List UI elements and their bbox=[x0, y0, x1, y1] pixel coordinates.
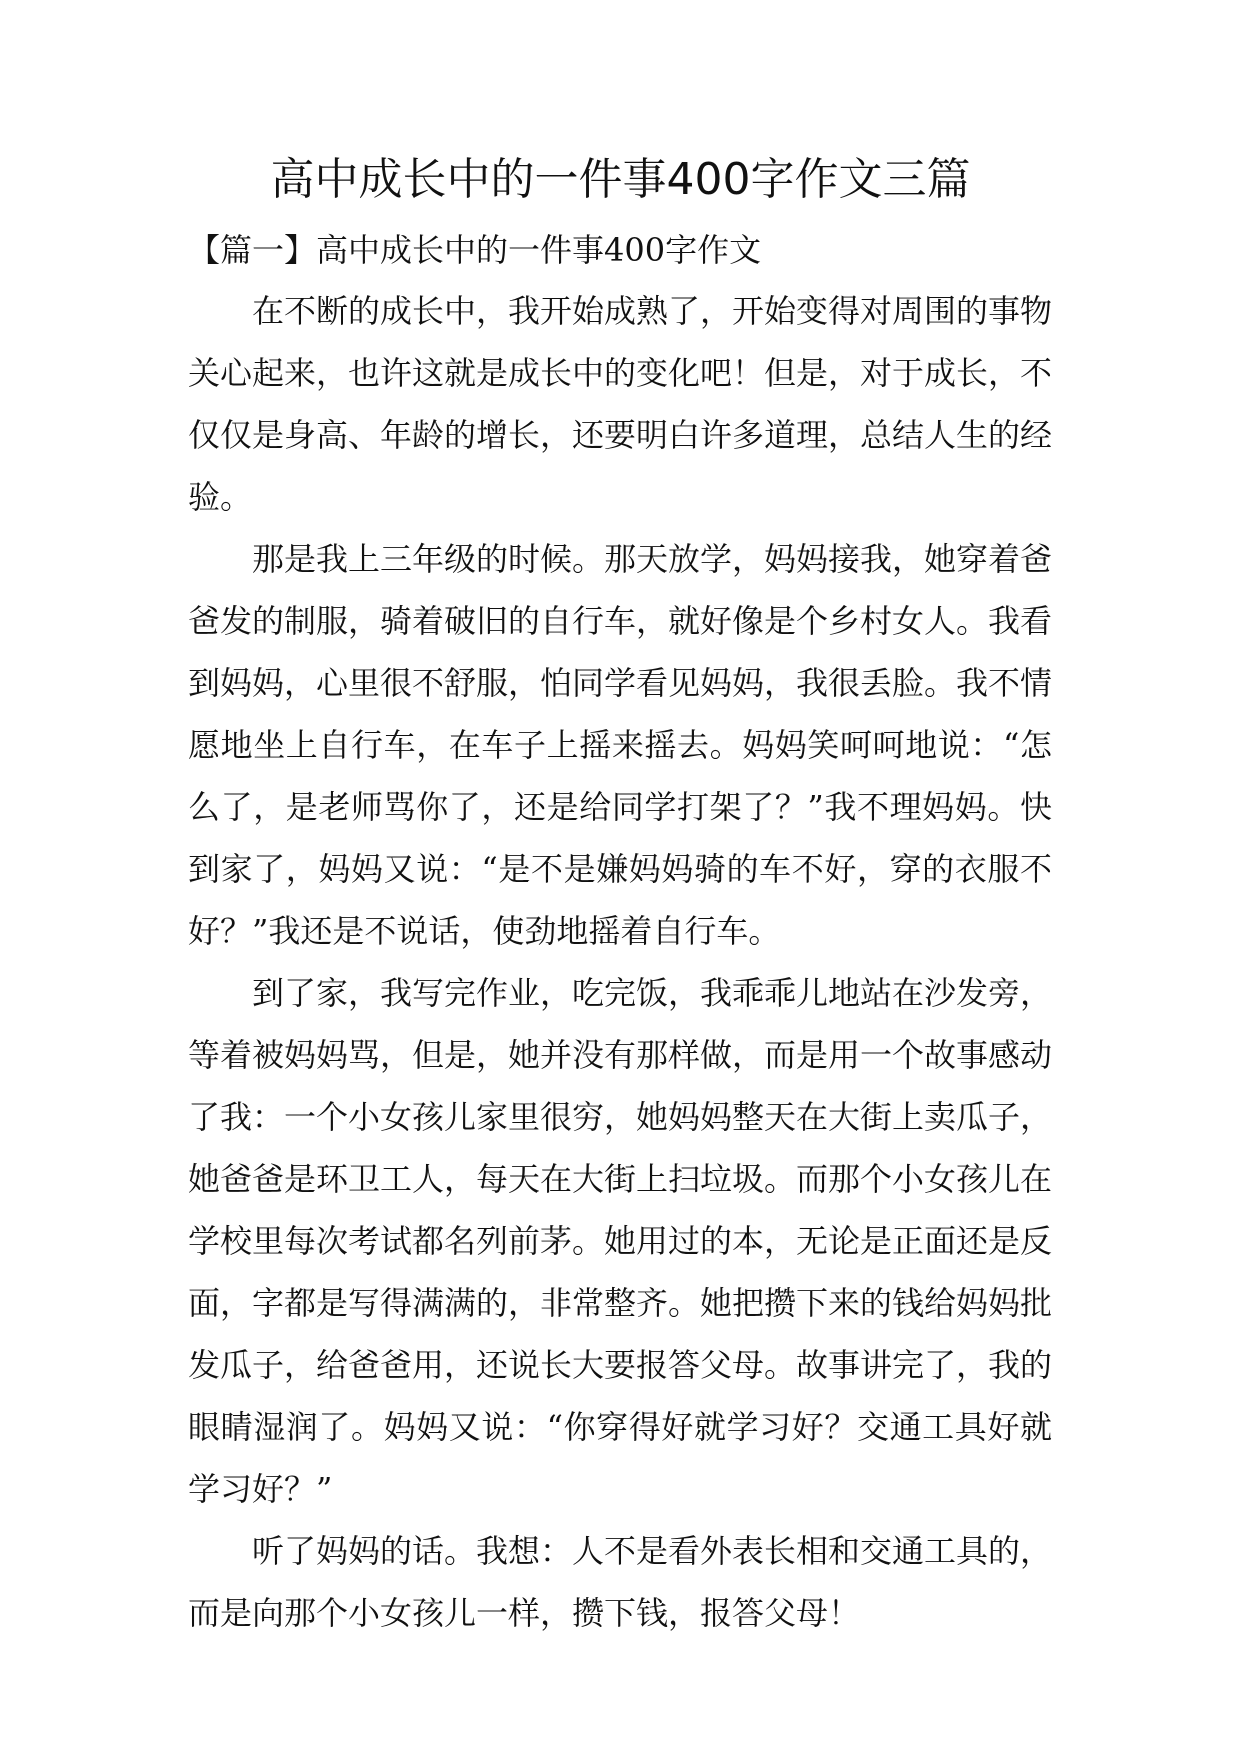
article-body bbox=[188, 280, 1052, 1644]
document-title: 高中成长中的一件事400字作文三篇 bbox=[270, 154, 971, 205]
paragraph: 那是我上三年级的时候。那天放学，妈妈接我，她穿着爸爸发的制服，骑着破旧的自行车，就好像是个乡村女人。我看到妈妈，心里很不舒服，怕同学看见妈妈，我很丢脸。我不情愿地坐上自行车，在车子上摇来摇去。妈妈笑呵呵地说：“怎么了，是老师骂你了，还是给同学打架了？”我不理妈妈。快到家了，妈妈又说：“是不是嫌妈妈骑的车不好，穿的衣服不好？”我还是不说话，使劲地摇着自行车。 bbox=[188, 540, 1053, 950]
paragraph: 到了家，我写完作业，吃完饭，我乖乖儿地站在沙发旁，等着被妈妈骂，但是，她并没有那样做，而是用一个故事感动了我：一个小女孩儿家里很穷，她妈妈整天在大街上卖瓜子，她爸爸是环卫工人，每天在大街上扫垃圾。而那个小女孩儿在学校里每次考试都名列前茅。她用过的本，无论是正面还是反面，字都是写得满满的，非常整齐。她把攒下来的钱给妈妈批发瓜子，给爸爸用，还说长大要报答父母。故事讲完了，我的眼睛湿润了。妈妈又说：“你穿得好就学习好？交通工具好就学习好？” bbox=[188, 974, 1053, 1508]
section-heading: 【篇一】高中成长中的一件事400字作文 bbox=[188, 231, 762, 269]
paragraph: 听了妈妈的话。我想：人不是看外表长相和交通工具的，而是向那个小女孩儿一样，攒下钱，报答父母！ bbox=[188, 1532, 1053, 1632]
paragraph: 在不断的成长中，我开始成熟了，开始变得对周围的事物关心起来，也许这就是成长中的变化吧！但是，对于成长，不仅仅是身高、年龄的增长，还要明白许多道理，总结人生的经验。 bbox=[188, 292, 1053, 516]
